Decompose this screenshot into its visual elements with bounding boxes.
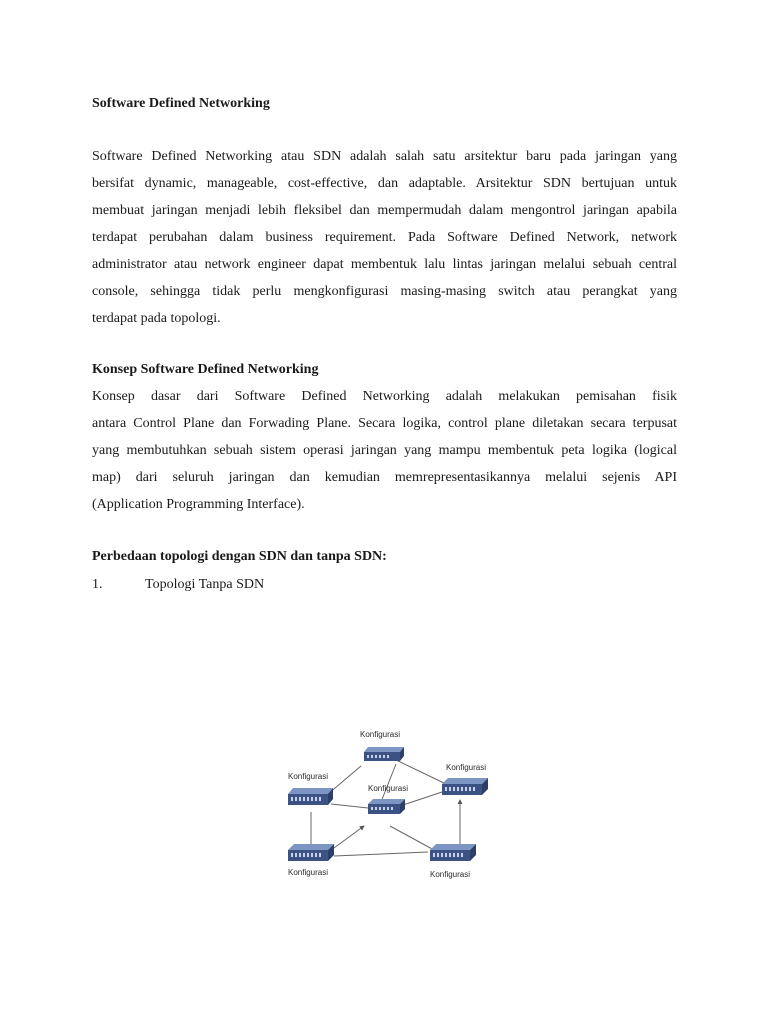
text-line: Software Defined Networking atau SDN adalah salah satu arsitektur baru pada jaringan yang — [92, 149, 677, 164]
paragraph-konsep — [92, 383, 677, 518]
text-line: terdapat perubahan dalam business requirement. Pada Software Defined Network, network — [92, 230, 677, 245]
label-center: Konfigurasi — [368, 784, 409, 793]
paragraph-sdn-intro — [92, 143, 677, 332]
topology-diagram — [276, 722, 500, 884]
switch-top — [364, 747, 404, 761]
text-line: terdapat pada topologi. — [92, 311, 221, 326]
switch-bottom-left — [288, 844, 334, 861]
link-center-right — [400, 792, 442, 806]
label-left: Konfigurasi — [288, 772, 329, 781]
link-bottom — [334, 852, 428, 856]
switch-bottom-right — [430, 844, 476, 861]
text-line: map) dari seluruh jaringan dan kemudian memrepresentasikannya melalui sejenis API — [92, 470, 677, 485]
label-bottom-right: Konfigurasi — [430, 870, 471, 879]
text-line: Konsep dasar dari Software Defined Networking adalah melakukan pemisahan fisik — [92, 389, 677, 404]
switch-center — [368, 799, 405, 814]
switch-right — [442, 778, 488, 795]
text-line: membuat jaringan menjadi lebih fleksibel dan mempermudah dalam mengontrol jaringan apabila — [92, 203, 677, 218]
text-line: bersifat dynamic, manageable, cost-effective, dan adaptable. Arsitektur SDN bertujuan untuk — [92, 176, 677, 191]
link-top-center — [381, 764, 396, 802]
link-bottomleft-center — [334, 826, 364, 848]
label-bottom-left: Konfigurasi — [288, 868, 329, 877]
link-top-right — [396, 760, 446, 784]
section-heading-sdn: Software Defined Networking — [92, 96, 270, 111]
label-top: Konfigurasi — [360, 730, 401, 739]
text-line: yang membutuhkan sebuah sistem operasi jaringan yang mampu membentuk peta logika (logical — [92, 443, 677, 458]
section-heading-perbedaan: Perbedaan topologi dengan SDN dan tanpa SDN: — [92, 549, 387, 564]
text-line: antara Control Plane dan Forwading Plane. Secara logika, control plane diletakan secara terpusat — [92, 416, 677, 431]
section-heading-konsep: Konsep Software Defined Networking — [92, 362, 319, 377]
text-line: console, sehingga tidak perlu mengkonfigurasi masing-masing switch atau perangkat yang — [92, 284, 677, 299]
label-right: Konfigurasi — [446, 763, 487, 772]
list-text: Topologi Tanpa SDN — [145, 577, 265, 592]
switch-left — [288, 788, 333, 805]
text-line: (Application Programming Interface). — [92, 497, 305, 512]
link-left-center — [331, 804, 368, 808]
text-line: administrator atau network engineer dapat membentuk lalu lintas jaringan melalui sebuah central — [92, 257, 677, 272]
link-center-bottomright — [390, 826, 434, 850]
topology-svg — [276, 722, 500, 884]
list-item — [92, 576, 264, 594]
list-number: 1. — [92, 577, 103, 592]
